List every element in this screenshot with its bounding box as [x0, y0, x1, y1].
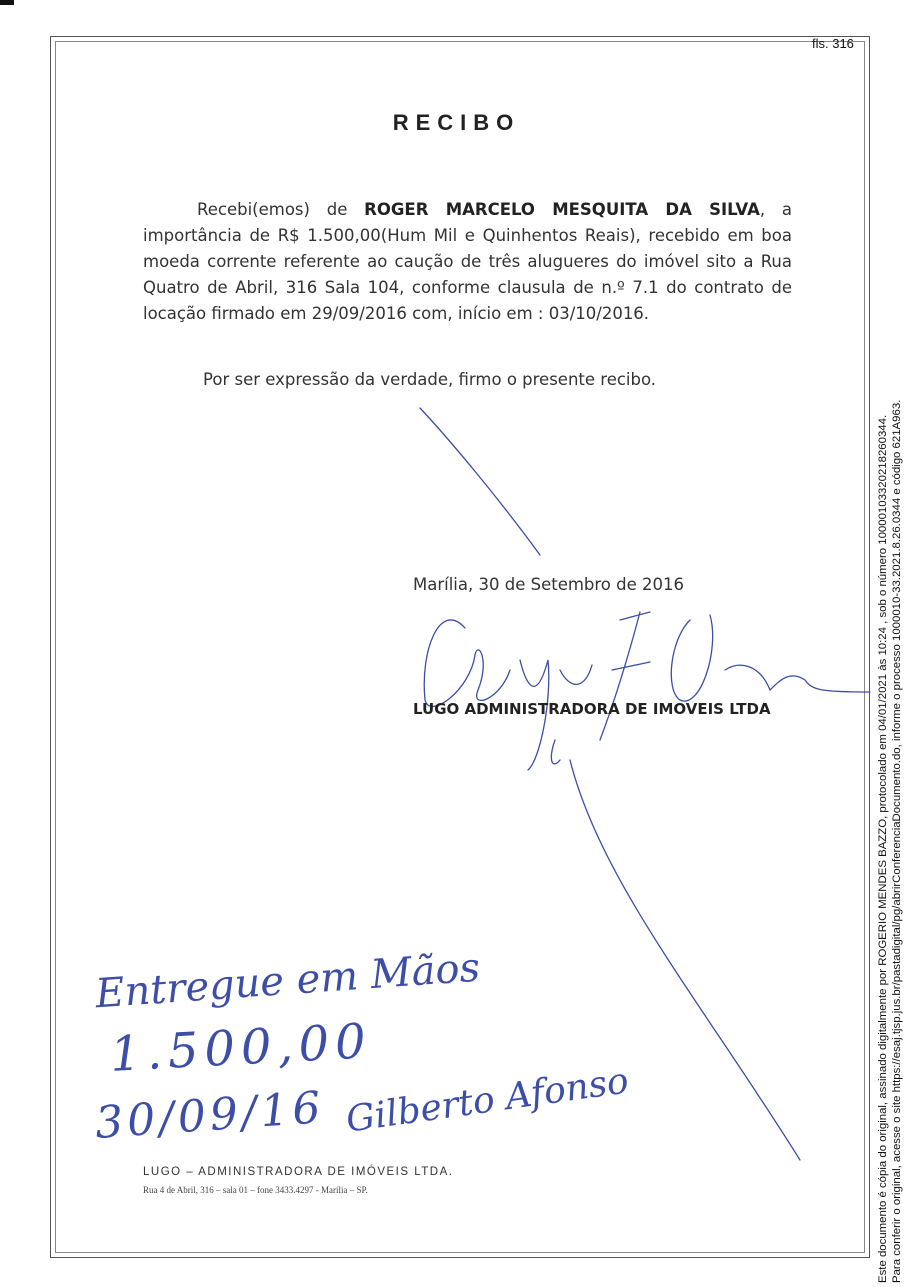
receipt-paragraph [143, 197, 792, 327]
document-title: RECIBO [392, 110, 521, 135]
place-and-date: Marília, 30 de Setembro de 2016 [413, 575, 685, 594]
letterhead-company: LUGO – ADMINISTRADORA DE IMÓVEIS LTDA. [143, 1166, 454, 1178]
stamp-line-2: Para conferir o original, acesse o site https://esaj.tjsp.jus.br/pastadigital/pg/abrirConferenciaDocumento.do, informe o processo 1000010-33.2021.8.26.0344 e código 621A963. [890, 399, 903, 1283]
payer-name: ROGER MARCELO MESQUITA DA SILVA [364, 200, 760, 219]
handwritten-amount: 1.500,00 [108, 1013, 374, 1083]
company-signature-line: LUGO ADMINISTRADORA DE IMOVEIS LTDA [413, 700, 771, 718]
receipt-details: , a importância de R$ 1.500,00(Hum Mil e Quinhentos Reais), recebido em boa moeda corrente referente ao caução de três alugueres do imóvel sito a Rua Quatro de Abril, 316 Sala 104, conforme clausula de n.º 7.1 do contrato de locação firmado em 29/09/2016 com, início em : 03/10/2016. [143, 200, 792, 323]
handwritten-signature: Gilberto Afonso [343, 1060, 632, 1141]
digital-signature-stamp [877, 213, 904, 1283]
handwritten-date: 30/09/16 [93, 1082, 327, 1149]
letterhead-address: Rua 4 de Abril, 316 – sala 01 – fone 3433.4297 - Marília – SP. [143, 1185, 368, 1195]
stamp-line-1: Este documento é cópia do original, assinado digitalmente por ROGERIO MENDES BAZZO, protocolado em 04/01/2021 às 10:24 , sob o número 10000103320218260344. [877, 414, 889, 1283]
closing-statement: Por ser expressão da verdade, firmo o presente recibo. [203, 370, 657, 389]
scan-corner-mark [0, 0, 14, 5]
receipt-intro: Recebi(emos) de [197, 200, 365, 219]
handwritten-delivered-note: Entregue em Mãos [93, 944, 482, 1018]
folio-number: fls. 316 [812, 36, 854, 51]
